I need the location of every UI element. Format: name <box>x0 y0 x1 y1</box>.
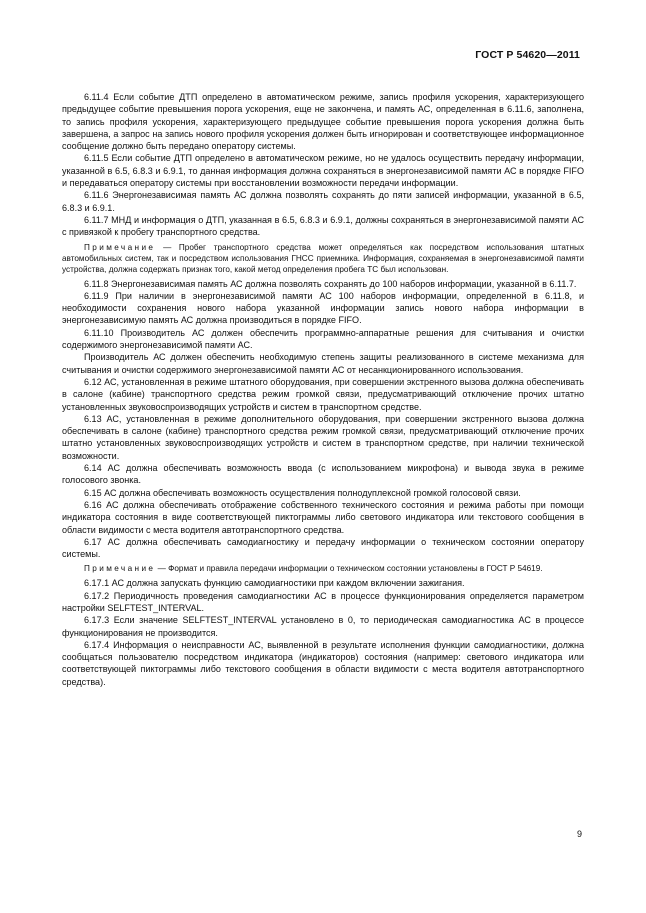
paragraph-6-17-2: 6.17.2 Периодичность проведения самодиагностики АС в процессе функционирования определяется параметром настройки SELFTEST_INTERVAL. <box>62 590 584 613</box>
paragraph-6-17-3: 6.17.3 Если значение SELFTEST_INTERVAL установлено в 0, то периодическая самодиагностика АС в процессе функционирования не производится. <box>62 615 584 638</box>
paragraph-6-11-5: 6.11.5 Если событие ДТП определено в автоматическом режиме, но не удалось осуществить передачу информации, указанной в 6.5, 6.8.3 и 6.9.1, то данная информация должна сохраняться в энергонезависимой памяти АС в порядке FIFO и передаваться оператору системы при восстановлении возможности передачи информации. <box>62 153 584 189</box>
paragraph-6-11-8: 6.11.8 Энергонезависимая память АС должна позволять сохранять до 100 наборов информации, указанной в 6.11.7. <box>84 278 577 289</box>
paragraph-6-14: 6.14 АС должна обеспечивать возможность ввода (с использованием микрофона) и вывода звука в режиме голосового звонка. <box>62 463 584 486</box>
document-header: ГОСТ Р 54620—2011 <box>475 49 580 61</box>
note-mileage <box>62 242 584 275</box>
page-number: 9 <box>576 829 582 839</box>
paragraph-6-16: 6.16 АС должна обеспечивать отображение собственного технического состояния и режима работы при помощи индикатора состояния в виде соответствующей пиктограммы либо светового индикатора или текстового сообщения в области видимости с места водителя автотранспортного средства. <box>62 499 584 535</box>
note-format <box>62 563 584 574</box>
note-text: — Пробег транспортного средства может определяться как посредством использования штатных автомобильных систем, так и посредством использования ГНСС приемника. Информация, сохраняемая в энергонезависимой памяти устройства, должна содержать признак того, какой метод определения пробега ТС был использован. <box>62 242 584 274</box>
paragraph-6-17: 6.17 АС должна обеспечивать самодиагностику и передачу информации о техническом состоянии оператору системы. <box>62 536 584 560</box>
paragraph-6-17-1: 6.17.1 АС должна запускать функцию самодиагностики при каждом включении зажигания. <box>84 578 465 589</box>
note-label: Примечание <box>84 242 156 252</box>
paragraph-6-12: 6.12 АС, установленная в режиме штатного оборудования, при совершении экстренного вызова должна обеспечивать в салоне (кабине) транспортного средства режим громкой связи, предусматривающий отключение прочих штатно установленных звуковоспроизводящих устройств и систем в транспортном средстве. <box>62 376 584 412</box>
document-body <box>62 91 584 688</box>
paragraph-6-11-9: 6.11.9 При наличии в энергонезависимой памяти АС 100 наборов информации, определенной в 6.11.8, и необходимости сохранения нового набора указанной информации запись нового набора информации в энергонезависимую память АС должна производиться в порядке FIFO. <box>62 290 584 326</box>
note-label: Примечание <box>84 564 156 574</box>
paragraph-6-11-4: 6.11.4 Если событие ДТП определено в автоматическом режиме, запись профиля ускорения, характеризующего предыдущее событие превышения порога ускорения, еще не закончена, и память АС, определенная в 6.11.6, заполнена, то запись профиля ускорения, характеризующего предыдущее событие превышения порога ускорения должна быть завершена, а запрос на запись нового профиля ускорения должен быть игнорирован и соответствующее информационное сообщение должно быть передано оператору системы. <box>62 92 584 152</box>
note-text: — Формат и правила передачи информации о техническом состоянии установлены в ГОСТ Р 54619. <box>157 564 543 574</box>
paragraph-6-17-4: 6.17.4 Информация о неисправности АС, выявленной в результате исполнения функции самодиагностики, должна сообщаться пользователю посредством индикатора (индикаторов) состояния (например: светового индикатора или соответствующей пиктограммы либо текстового сообщения в области видимости с места водителя автотранспортного средства). <box>62 639 584 687</box>
paragraph-6-11-7: 6.11.7 МНД и информация о ДТП, указанная в 6.5, 6.8.3 и 6.9.1, должны сохраняться в энергонезависимой памяти АС с привязкой к пробегу транспортного средства. <box>62 214 584 238</box>
paragraph-6-15: 6.15 АС должна обеспечивать возможность осуществления полнодуплексной громкой голосовой связи. <box>84 487 521 498</box>
paragraph-6-11-10: 6.11.10 Производитель АС должен обеспечить программно-аппаратные решения для считывания и очистки содержимого энергонезависимой памяти АС. <box>62 327 584 351</box>
paragraph-6-11-6: 6.11.6 Энергонезависимая память АС должна позволять сохранять до пяти записей информации, указанной в 6.5, 6.8.3 и 6.9.1. <box>62 190 584 213</box>
paragraph-6-13: 6.13 АС, установленная в режиме дополнительного оборудования, при совершении экстренного вызова должна обеспечивать в салоне (кабине) транспортного средства режим громкой связи, предусматривающий отключение прочих штатно установленных звуковоспроизводящих устройств и систем в транспортном средстве, при наличии технической возможности. <box>62 413 584 461</box>
paragraph-protection: Производитель АС должен обеспечить необходимую степень защиты реализованного в системе механизма для считывания и очистки содержимого энергонезависимой памяти АС от несанкционированного использования. <box>62 352 584 375</box>
